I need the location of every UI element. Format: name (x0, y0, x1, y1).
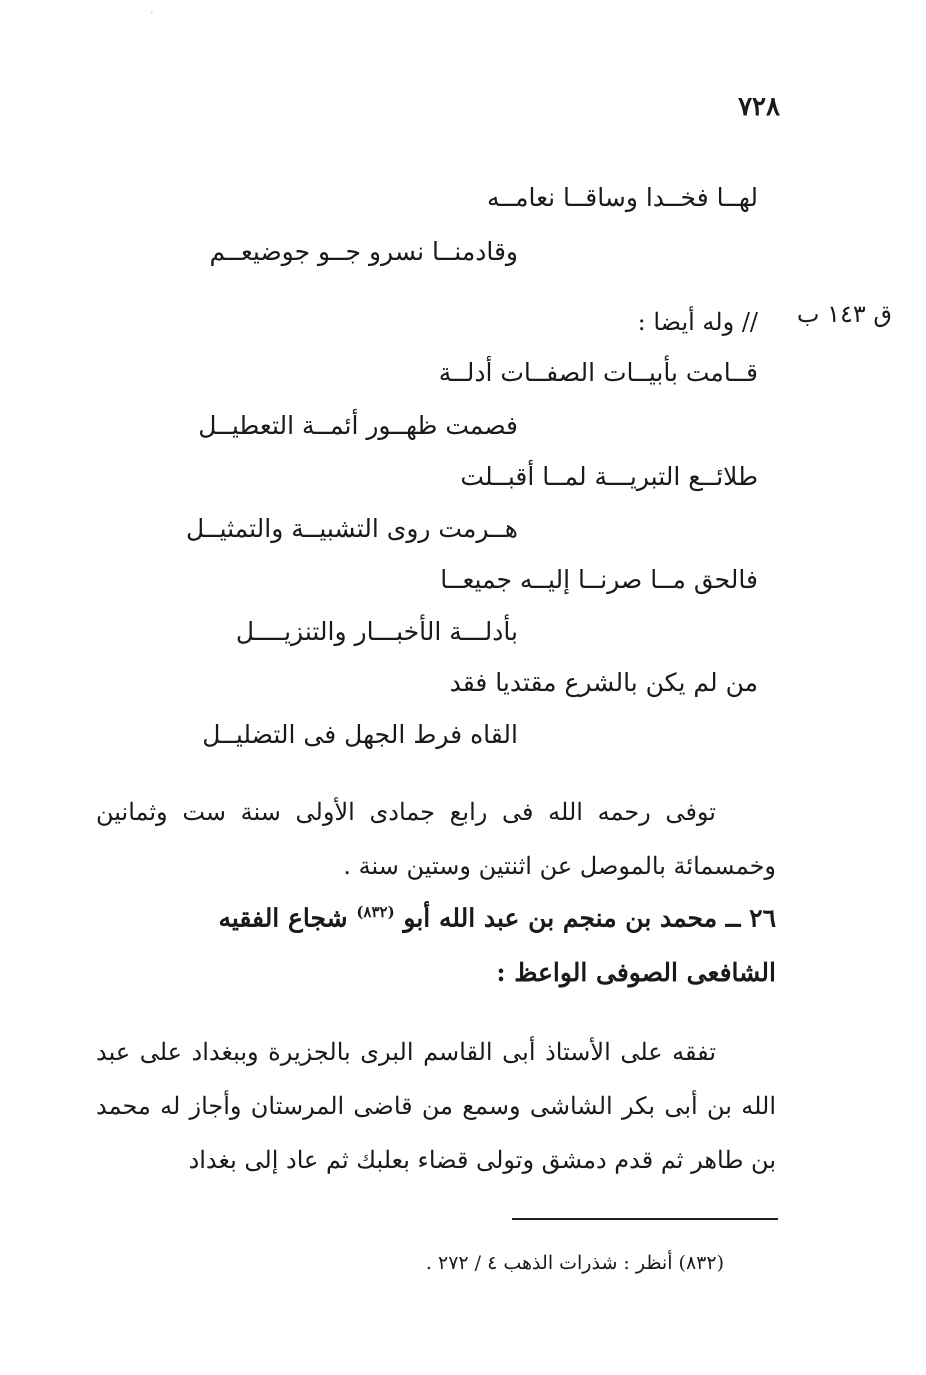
scan-speck: · (150, 6, 154, 20)
poem2-line: طلائــع التبريـــة لمــا أقبــلت (460, 462, 758, 491)
entry-heading-line2: الشافعى الصوفى الواعظ : (496, 958, 776, 987)
poem2-line: القاه فرط الجهل فى التضليــل (202, 720, 518, 749)
body-paragraph: تفقه على الأستاذ أبى القاسم البرى بالجزيرة وببغداد على عبد الله بن أبى بكر الشاشى وسمع من قاضى المرستان وأجاز له محمد بن طاهر ثم قدم دمشق وتولى قضاء بعلبك ثم عاد إلى بغداد (96, 1038, 776, 1174)
poem2-line: فالحق مــا صرنــا إليــه جميعــا (440, 565, 758, 594)
footnote-ref-marker: (٨٣٢) (356, 903, 395, 921)
poem2-line: قــامت بأبيــات الصفــات أدلــة (438, 358, 758, 387)
death-note-paragraph: توفى رحمه الله فى رابع جمادى الأولى سنة ست وثمانين وخمسمائة بالموصل عن اثنتين وستين سنة . (96, 798, 776, 880)
manuscript-folio-note: ق ١٤٣ ب (796, 300, 892, 328)
poem2-line: فصمت ظهــور أئمــة التعطيــل (198, 411, 518, 440)
footnote-divider (512, 1218, 778, 1220)
poem2-line: بأدلـــة الأخبـــار والتنزيــــل (235, 617, 518, 646)
footnote: (٨٣٢) أنظر : شذرات الذهب ٤ / ٢٧٢ . (425, 1252, 724, 1274)
poem2-line: من لم يكن بالشرع مقتديا فقد (449, 668, 758, 697)
poem1-line2: وقادمنــا نسرو جــو جوضيعــم (209, 237, 518, 266)
entry-heading-title: شجاع الفقيه (218, 903, 348, 933)
entry-heading-line1 (218, 903, 776, 932)
page-number: ٧٢٨ (738, 92, 780, 122)
entry-heading-name: ٢٦ ــ محمد بن منجم بن عبد الله أبو (403, 903, 776, 933)
poem1-line1: لهــا فخــدا وساقــا نعامــه (487, 183, 758, 212)
poem2-line: هــرمت روى التشبيــة والتمثيــل (186, 514, 518, 543)
intro-line: // وله أيضا : (637, 308, 758, 336)
